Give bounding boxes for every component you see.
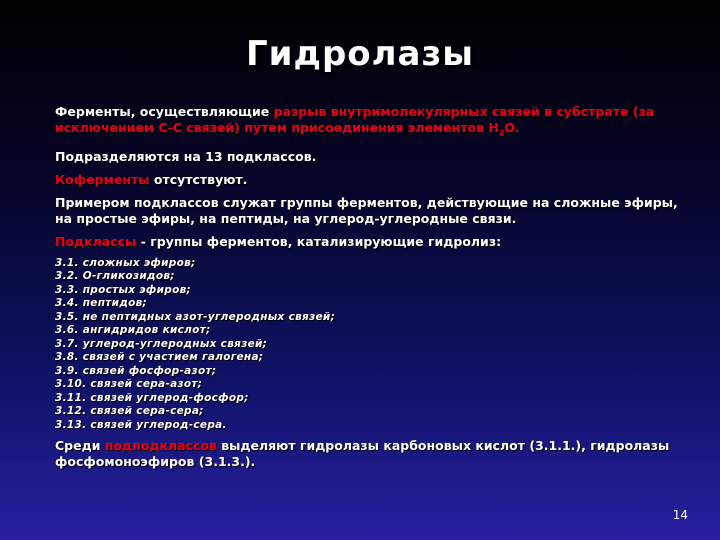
list-item: 3.8. связей с участием галогена;	[55, 351, 264, 363]
subclasses-intro-paragraph	[55, 234, 685, 250]
list-item: 3.3. простых эфиров;	[55, 283, 192, 296]
list-item: 3.1. сложных эфиров;	[55, 256, 196, 269]
list-item: 3.7. углерод-углеродных связей;	[55, 337, 268, 350]
subsubclasses-term: подподклассов	[104, 438, 217, 453]
subsubclasses-text-start: Среди	[55, 438, 105, 453]
coenzymes-term: Коферменты	[55, 171, 150, 187]
subclass-count-paragraph: Подразделяются на 13 подклассов.	[55, 148, 317, 164]
list-item: 3.10. связей сера-азот;	[55, 378, 203, 390]
definition-formula-h: Н	[484, 120, 499, 135]
definition-highlight: разрыв внутримолекулярных связей в субстрате (за исключением С-С связей) путем присоединения элементов	[55, 104, 655, 135]
subclasses-term: Подклассы	[55, 233, 137, 249]
definition-paragraph	[55, 104, 685, 142]
list-item: 3.12. связей сера-сера;	[55, 405, 204, 417]
definition-text-start: Ферменты, осуществляющие	[55, 104, 274, 119]
coenzymes-paragraph	[55, 172, 685, 188]
list-item: 3.11. связей углерод-фосфор;	[55, 391, 249, 404]
slide-content	[55, 104, 685, 477]
slide-title: Гидролазы	[246, 34, 474, 74]
page-number: 14	[672, 508, 688, 522]
list-item: 3.6. ангидридов кислот;	[55, 324, 211, 336]
definition-formula-o: О.	[504, 120, 520, 135]
definition-formula-subscript: 2	[498, 128, 505, 138]
subsubclasses-text-end: выделяют гидролазы карбоновых кислот (3.1.1.), гидролазы фосфомоноэфиров (3.1.3.).	[55, 438, 670, 469]
coenzymes-text: отсутствуют.	[149, 171, 248, 187]
subclasses-intro-text: - группы ферментов, катализирующие гидролиз:	[136, 233, 502, 249]
examples-paragraph: Примером подклассов служат группы ферментов, действующие на сложные эфиры, на простые эфиры, на пептиды, на углерод-углеродные связи.	[55, 194, 678, 226]
subsubclasses-paragraph	[55, 438, 685, 470]
list-item: 3.2. О-гликозидов;	[55, 270, 175, 282]
list-item: 3.5. не пептидных азот-углеродных связей;	[55, 310, 336, 323]
list-item: 3.4. пептидов;	[55, 297, 148, 309]
subclass-list	[55, 257, 685, 433]
list-item: 3.13. связей углерод-сера.	[55, 418, 227, 431]
list-item: 3.9. связей фосфор-азот;	[55, 364, 217, 377]
